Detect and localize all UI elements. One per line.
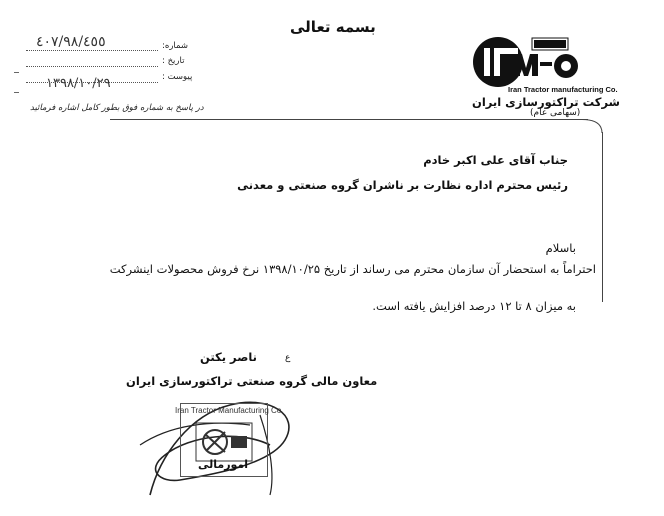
signature-mark: ع	[285, 353, 291, 363]
signer-name: ناصر یکتن	[200, 350, 257, 364]
date-value: ١٣٩٨/١٠/٢٩	[46, 76, 111, 91]
signer-title: معاون مالی گروه صنعتی تراکتورسازی ایران	[126, 374, 378, 388]
frame-corner-arc	[582, 119, 604, 135]
recipient-line2: رئیس محترم اداره نظارت بر ناشران گروه صنعتی و معدنی	[237, 178, 568, 192]
company-logo	[470, 36, 590, 88]
recipient-line1: جناب آقای علی اکبر خادم	[423, 153, 568, 167]
frame-right-line	[602, 132, 603, 302]
date-dotline	[26, 66, 158, 67]
attachment-label: پیوست :	[162, 72, 193, 82]
date-label: تاریخ :	[162, 56, 185, 66]
number-value: ٤٠٧/٩٨/٤٥٥	[36, 34, 106, 50]
logo-tagline: Iran Tractor manufacturing Co.	[508, 85, 618, 94]
company-type: (سهامی عام)	[530, 108, 581, 118]
body-line1: احتراماً به استحضار آن سازمان محترم می رساند از تاریخ ۱۳۹۸/۱۰/۲۵ نرخ فروش محصولات اینشرکت	[109, 262, 596, 276]
attachment-dotline	[26, 82, 158, 83]
greeting: باسلام	[545, 241, 576, 255]
margin-mark-top	[14, 72, 19, 73]
body-line2: به میزان ۸ تا ۱۲ درصد افزایش یافته است.	[372, 299, 576, 313]
frame-top-line	[110, 119, 588, 120]
reply-note: در پاسخ به شماره فوق بطور کامل اشاره فرمائید	[30, 103, 204, 113]
page-title: بسمه تعالی	[290, 18, 376, 36]
letterhead-fields	[16, 32, 196, 102]
stamp-logo-icon	[195, 422, 253, 462]
number-label: شماره:	[162, 41, 189, 51]
itm-logo-icon	[470, 36, 590, 88]
number-dotline	[26, 50, 158, 51]
stamp-dept: امورمالی	[198, 458, 249, 471]
margin-mark-bottom	[14, 92, 19, 93]
stamp-text: Iran Tractor Manufacturing Co.	[175, 406, 284, 415]
company-name: شرکت تراکتورسازی ایران	[472, 95, 620, 109]
